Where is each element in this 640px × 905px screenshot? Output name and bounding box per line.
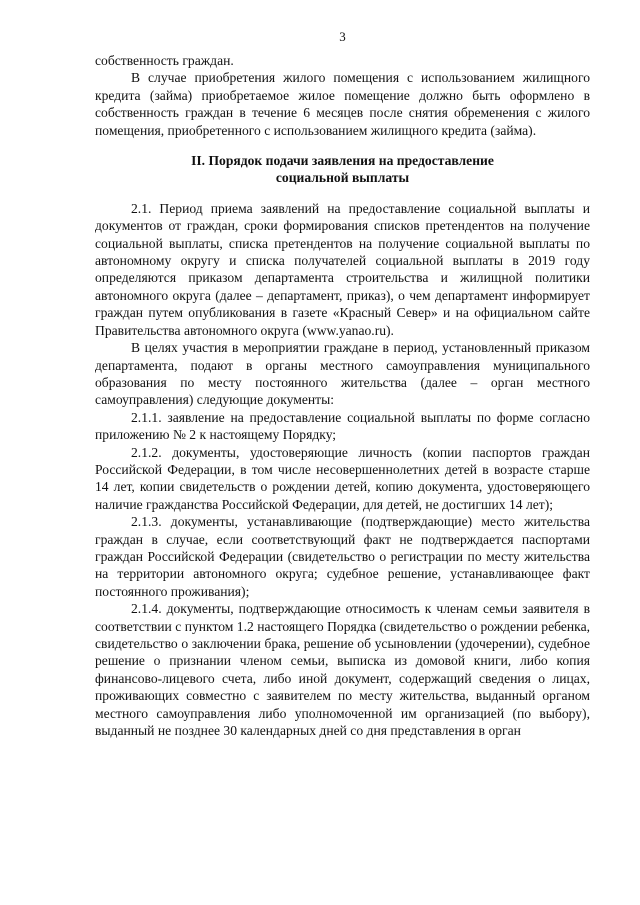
- document-page: [95, 28, 590, 739]
- paragraph-continuation: собственность граждан.: [95, 53, 234, 68]
- paragraph-ownership: В случае приобретения жилого помещения с использованием жилищного кредита (займа) приобретаемое жилое помещение должно быть оформлено в собственность граждан в течение 6 месяцев после снятия обременения с жилого помещения, приобретенного с использованием жилищного кредита (займа).: [95, 70, 590, 138]
- paragraph-2-1-2: 2.1.2. документы, удостоверяющие личность (копии паспортов граждан Российской Федерации, в том числе несовершеннолетних детей в возрасте старше 14 лет, копии свидетельств о рождении детей, копию документа, удостоверяющего наличие гражданства Российской Федерации, для детей, не достигших 14 лет);: [95, 444, 590, 512]
- paragraph-2-1-1: 2.1.1. заявление на предоставление социальной выплаты по форме согласно приложению № 2 к настоящему Порядку;: [95, 409, 590, 443]
- section-title-line2: социальной выплаты: [275, 170, 410, 186]
- paragraph-2-1: 2.1. Период приема заявлений на предоставление социальной выплаты и документов от граждан, сроки формирования списков претендентов на получение социальной выплаты, списка претендентов на получение социальной выплаты по автономному округу и списка получателей социальной выплаты в 2019 году определяются приказом департамента строительства и жилищной политики автономного округа (далее – департамент, приказ), о чем департамент информирует граждан путем опубликования в газете «Красный Север» и на официальном сайте Правительства автономного округа (www.yanao.ru).: [95, 200, 590, 338]
- paragraph-2-1-3: 2.1.3. документы, устанавливающие (подтверждающие) место жительства граждан в случае, если соответствующий факт не подтверждается паспортами граждан Российской Федерации (свидетельство о регистрации по месту жительства на территории автономного округа; судебное решение, устанавливающее факт постоянного проживания);: [95, 514, 590, 599]
- section-title-line1: II. Порядок подачи заявления на предоставление: [191, 153, 494, 169]
- page-number: 3: [339, 29, 346, 44]
- section-title: [95, 152, 590, 187]
- paragraph-participation: В целях участия в мероприятии граждане в период, установленный приказом департамента, подают в органы местного самоуправления муниципального образования по месту постоянного жительства (далее – орган местного самоуправления) следующие документы:: [95, 340, 590, 408]
- paragraph-2-1-4: 2.1.4. документы, подтверждающие относимость к членам семьи заявителя в соответствии с пунктом 1.2 настоящего Порядка (свидетельство о рождении ребенка, свидетельство о заключении брака, решение об усыновлении (удочерении), судебное решение о признании членом семьи, выписка из домовой книги, либо копия финансово-лицевого счета, либо иной документ, содержащий сведения о лицах, проживающих совместно с заявителем по месту жительства, выданный органом местного самоуправления либо уполномоченной им организацией (по выбору), выданный не позднее 30 календарных дней со дня представления в орган: [95, 601, 590, 739]
